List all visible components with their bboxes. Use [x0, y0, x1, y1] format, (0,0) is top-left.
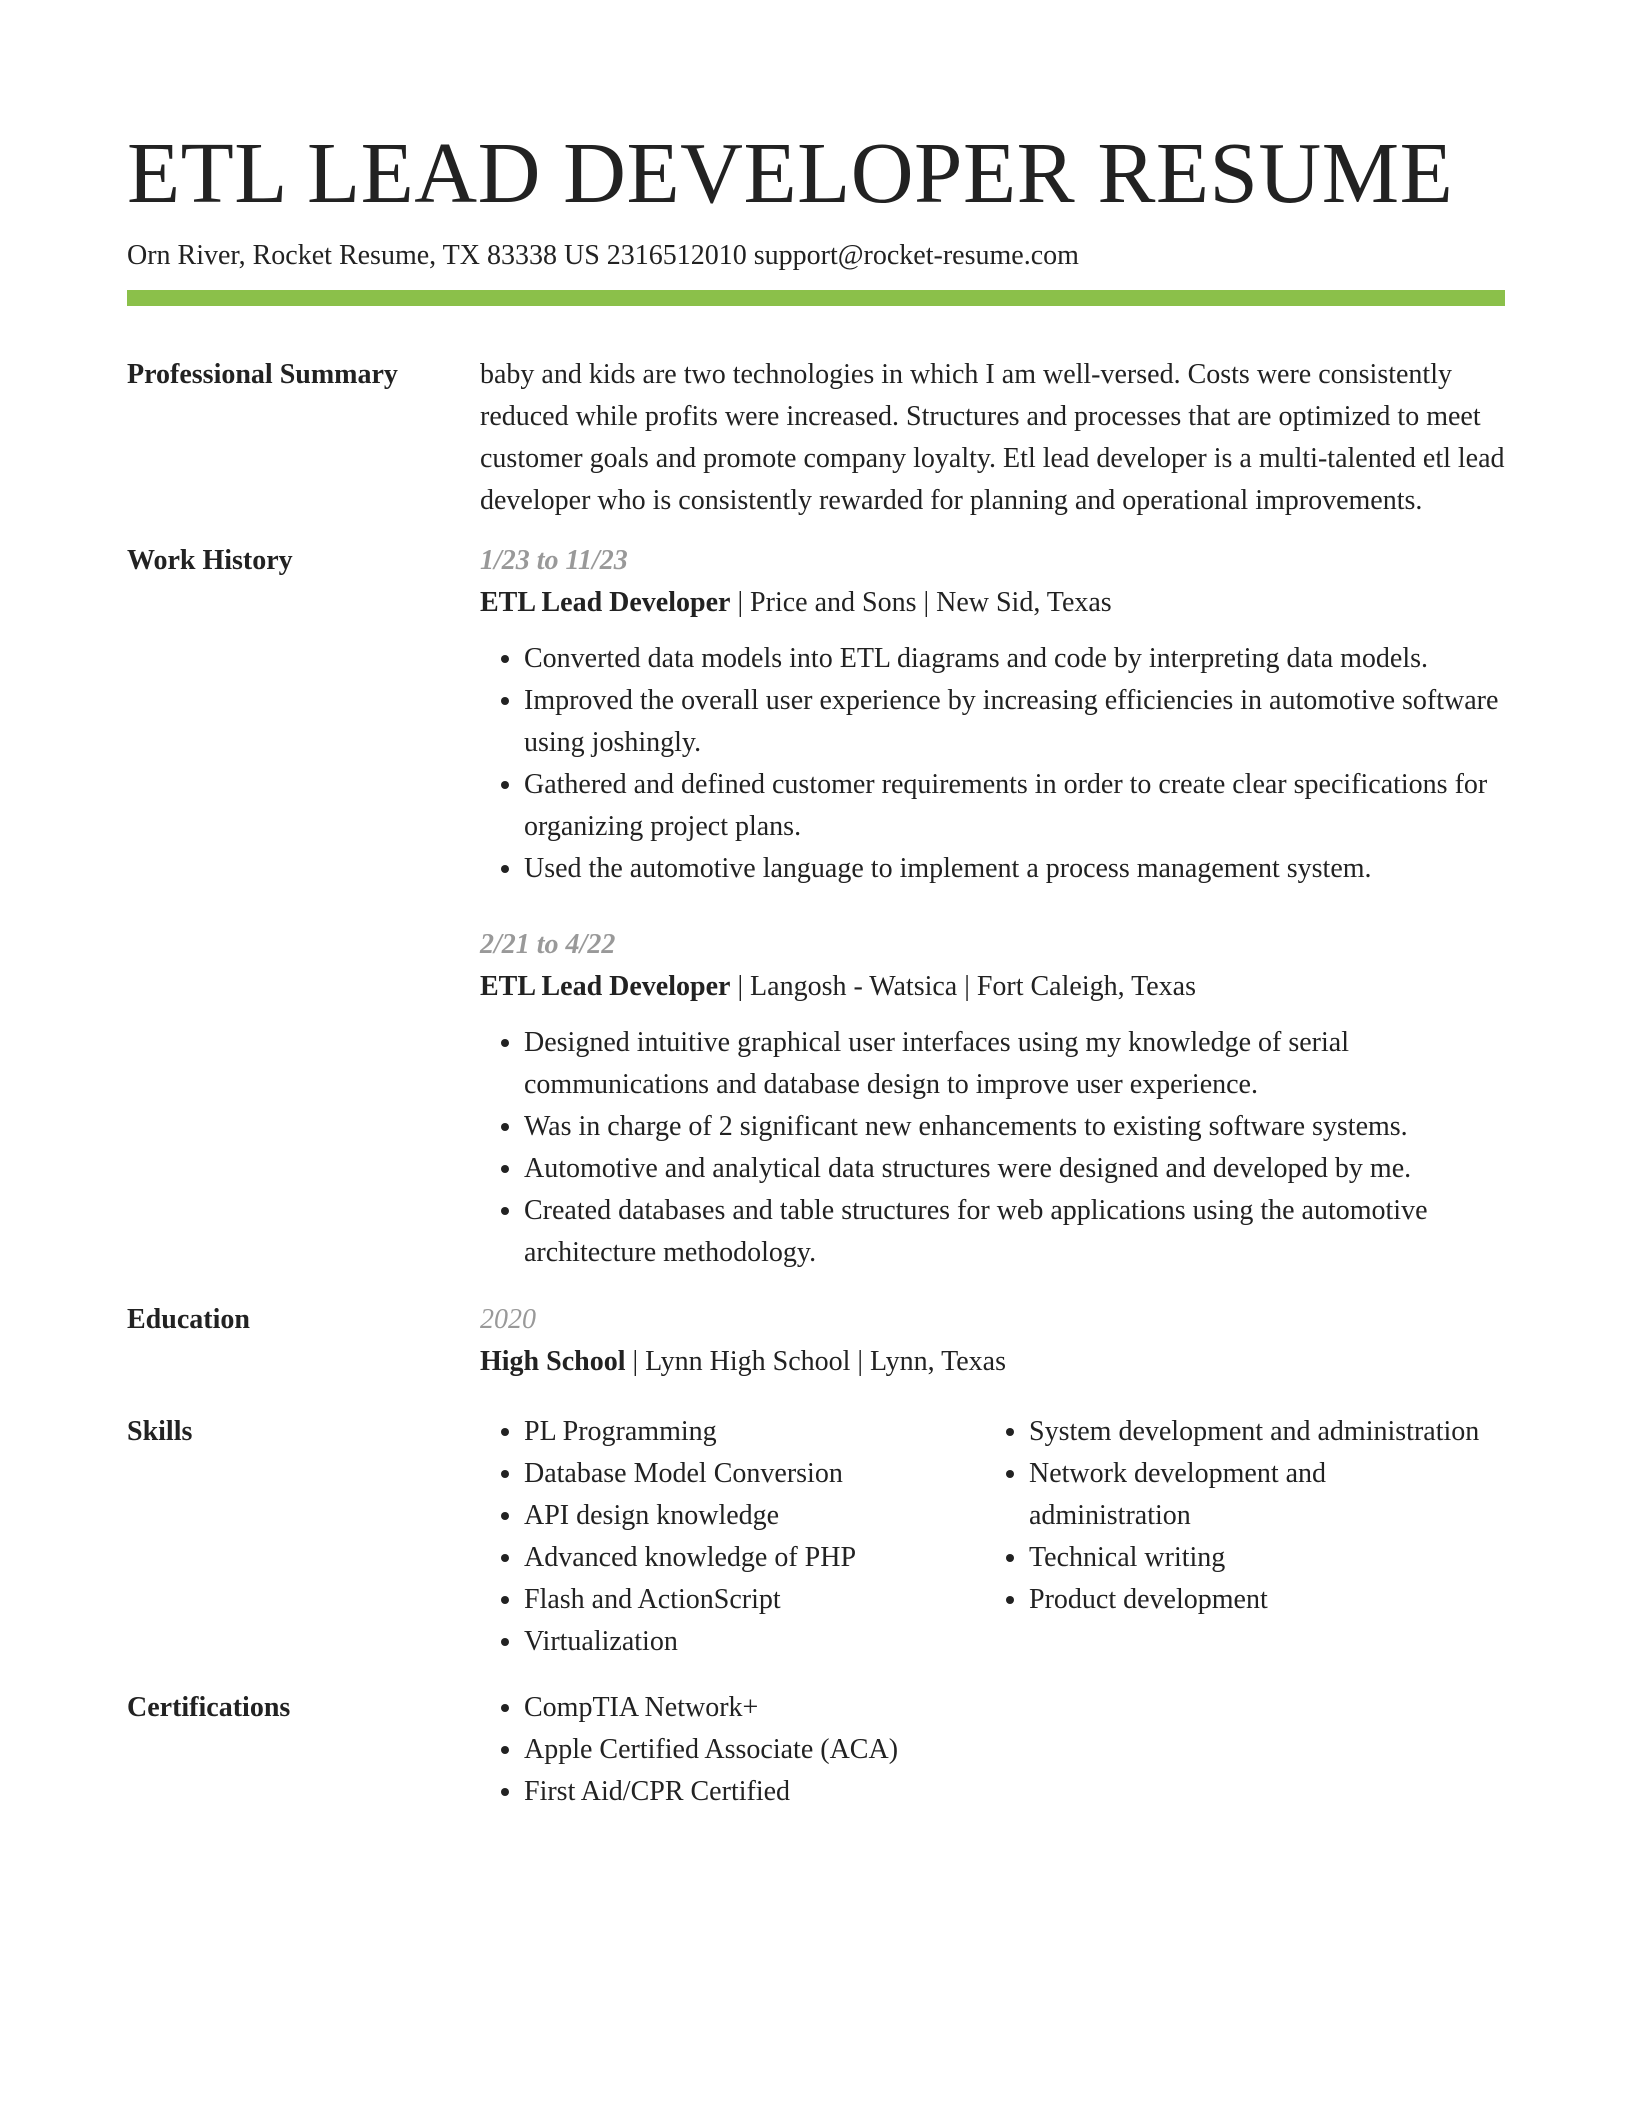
- skills-list: [480, 1411, 985, 1663]
- job-title-line: [480, 966, 1505, 1008]
- summary-body: [480, 354, 1505, 522]
- job-entry: [480, 540, 1505, 890]
- contact-email: support@rocket-resume.com: [753, 240, 1079, 271]
- resume-title: ETL LEAD DEVELOPER RESUME: [127, 124, 1454, 221]
- skill-item: • Advanced knowledge of PHP: [524, 1537, 985, 1579]
- skills-column-right: [985, 1411, 1490, 1663]
- contact-phone: 2316512010: [606, 240, 747, 271]
- skill-item: • API design knowledge: [524, 1495, 985, 1537]
- skill-item: • System development and administration: [1029, 1411, 1490, 1453]
- skill-item: • Flash and ActionScript: [524, 1579, 985, 1621]
- header-divider: [127, 290, 1505, 306]
- education-degree: High School: [480, 1346, 626, 1377]
- certifications-list: [480, 1687, 1505, 1813]
- summary-section: [127, 354, 1505, 522]
- contact-line: [127, 236, 1505, 276]
- job-bullets: [480, 1022, 1505, 1274]
- skills-body: [480, 1411, 1505, 1663]
- skill-item: • PL Programming: [524, 1411, 985, 1453]
- job-role: ETL Lead Developer: [480, 971, 731, 1002]
- certification-item: • Apple Certified Associate (ACA): [524, 1729, 1505, 1771]
- resume-page: [127, 118, 1505, 1813]
- skill-item: • Database Model Conversion: [524, 1453, 985, 1495]
- contact-address: Orn River, Rocket Resume, TX 83338 US: [127, 240, 600, 271]
- skills-column-left: [480, 1411, 985, 1663]
- certification-item: • First Aid/CPR Certified: [524, 1771, 1505, 1813]
- skill-item: • Product development: [1029, 1579, 1490, 1621]
- certifications-body: [480, 1687, 1505, 1813]
- work-history-body: [480, 540, 1505, 1274]
- certification-item: • CompTIA Network+: [524, 1687, 1505, 1729]
- job-bullet: • Automotive and analytical data structures were designed and developed by me.: [524, 1148, 1505, 1190]
- job-bullet: • Designed intuitive graphical user interfaces using my knowledge of serial communications and database design to improve user experience.: [524, 1022, 1505, 1106]
- job-bullet: • Converted data models into ETL diagrams and code by interpreting data models.: [524, 638, 1505, 680]
- job-entry: [480, 924, 1505, 1274]
- summary-label: Professional Summary: [127, 359, 398, 390]
- job-details: | Price and Sons | New Sid, Texas: [730, 587, 1112, 618]
- job-bullet: • Used the automotive language to implement a process management system.: [524, 848, 1505, 890]
- job-bullet: • Was in charge of 2 significant new enhancements to existing software systems.: [524, 1106, 1505, 1148]
- certifications-section: [127, 1687, 1505, 1813]
- education-label: Education: [127, 1304, 250, 1335]
- skills-label: Skills: [127, 1416, 193, 1447]
- certifications-label: Certifications: [127, 1692, 291, 1723]
- education-line: [480, 1341, 1505, 1383]
- job-details: | Langosh - Watsica | Fort Caleigh, Texas: [730, 971, 1196, 1002]
- job-role: ETL Lead Developer: [480, 587, 731, 618]
- job-bullet: • Gathered and defined customer requirements in order to create clear specifications for organizing project plans.: [524, 764, 1505, 848]
- job-dates: 2/21 to 4/22: [480, 929, 616, 960]
- skill-item: • Technical writing: [1029, 1537, 1490, 1579]
- skills-list: [985, 1411, 1490, 1621]
- skill-item: • Virtualization: [524, 1621, 985, 1663]
- education-details: | Lynn High School | Lynn, Texas: [625, 1346, 1006, 1377]
- education-section: [127, 1299, 1505, 1383]
- summary-text: baby and kids are two technologies in which I am well-versed. Costs were consistently reduced while profits were increased. Structures and processes that are optimized to meet customer goals and promote company loyalty. Etl lead developer is a multi-talented etl lead developer who is consistently rewarded for planning and operational improvements.: [480, 359, 1505, 516]
- education-body: [480, 1299, 1505, 1383]
- job-bullet: • Improved the overall user experience by increasing efficiencies in automotive software using joshingly.: [524, 680, 1505, 764]
- job-bullet: • Created databases and table structures for web applications using the automotive architecture methodology.: [524, 1190, 1505, 1274]
- job-title-line: [480, 582, 1505, 624]
- skill-item: • Network development and administration: [1029, 1453, 1490, 1537]
- skills-section: [127, 1411, 1505, 1663]
- job-dates: 1/23 to 11/23: [480, 545, 628, 576]
- work-history-label: Work History: [127, 545, 293, 576]
- job-bullets: [480, 638, 1505, 890]
- education-year: 2020: [480, 1304, 536, 1335]
- work-history-section: [127, 540, 1505, 1274]
